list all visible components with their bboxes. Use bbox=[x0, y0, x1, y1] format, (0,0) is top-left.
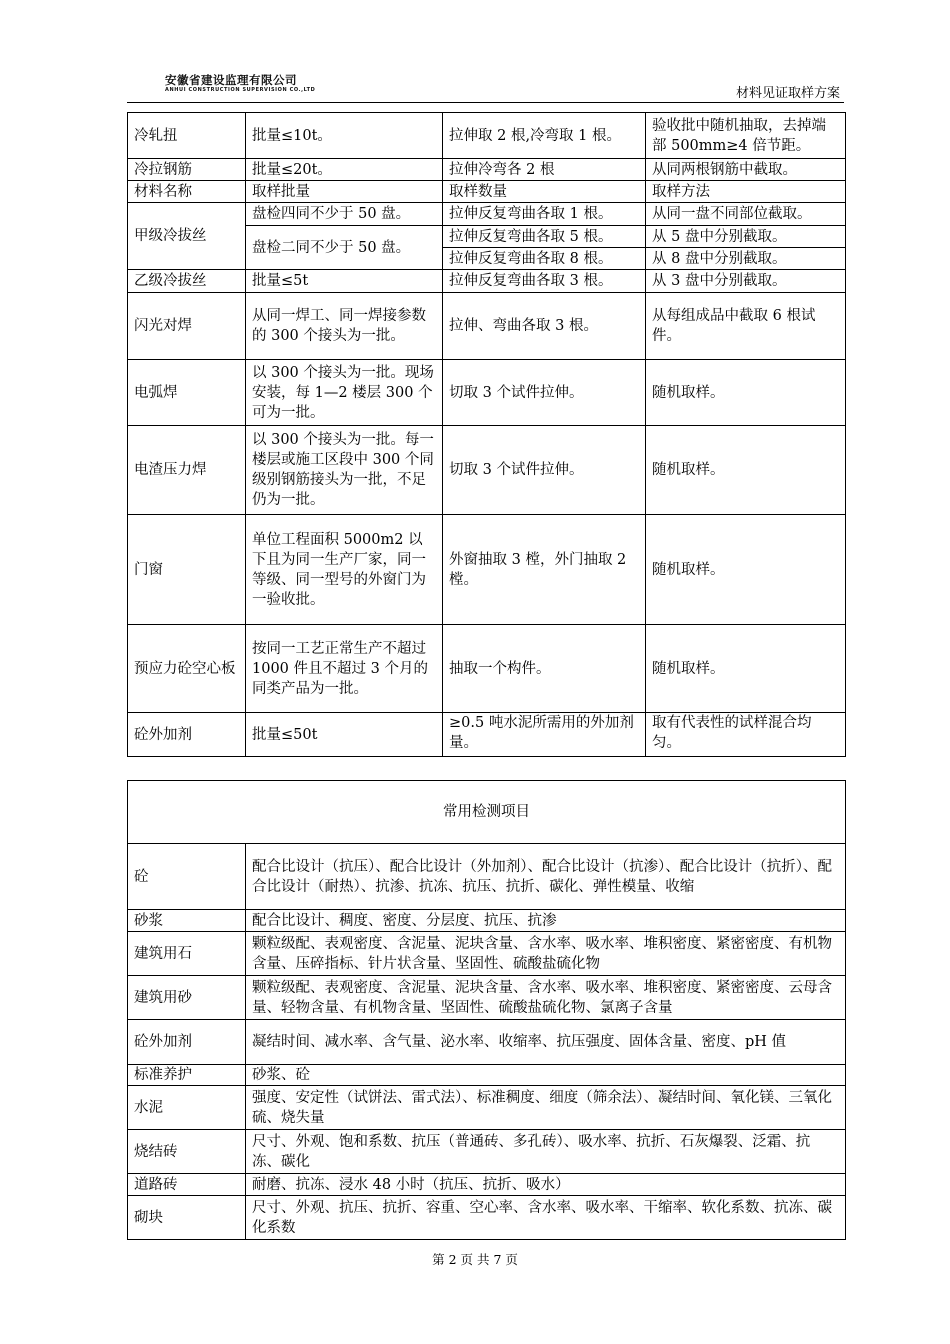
sample-quantity: 外窗抽取 3 樘，外门抽取 2 樘。 bbox=[443, 515, 646, 625]
material-name: 冷轧扭 bbox=[128, 113, 246, 159]
table-row bbox=[128, 1065, 846, 1086]
table-row bbox=[128, 360, 846, 426]
page-footer: 第 2 页 共 7 页 bbox=[432, 1252, 518, 1267]
sampling-method: 从 3 盘中分别截取。 bbox=[646, 270, 846, 293]
table-header-row bbox=[128, 181, 846, 203]
table-row bbox=[128, 910, 846, 932]
sample-quantity: 拉伸取 2 根,冷弯取 1 根。 bbox=[443, 113, 646, 159]
column-header: 取样方法 bbox=[646, 181, 846, 203]
testing-items-table bbox=[127, 780, 846, 1240]
material-name: 门窗 bbox=[128, 515, 246, 625]
sampling-table bbox=[127, 112, 846, 757]
batch-size: 批量≤10t。 bbox=[246, 113, 443, 159]
sample-quantity: 拉伸反复弯曲各取 1 根。 bbox=[443, 203, 646, 226]
material-name: 预应力砼空心板 bbox=[128, 625, 246, 713]
material-name: 烧结砖 bbox=[128, 1130, 246, 1174]
batch-size: 按同一工艺正常生产不超过 1000 件且不超过 3 个月的同类产品为一批。 bbox=[246, 625, 443, 713]
column-header: 取样批量 bbox=[246, 181, 443, 203]
sampling-method: 随机取样。 bbox=[646, 426, 846, 515]
batch-size: 批量≤5t bbox=[246, 270, 443, 293]
sample-quantity: 拉伸反复弯曲各取 3 根。 bbox=[443, 270, 646, 293]
material-name: 砼外加剂 bbox=[128, 1020, 246, 1065]
sample-quantity: 拉伸冷弯各 2 根 bbox=[443, 159, 646, 181]
table-row bbox=[128, 713, 846, 757]
material-name: 闪光对焊 bbox=[128, 293, 246, 360]
material-name: 水泥 bbox=[128, 1086, 246, 1130]
table-row bbox=[128, 515, 846, 625]
sample-quantity: 切取 3 个试件拉伸。 bbox=[443, 426, 646, 515]
company-logo-en: ANHUI CONSTRUCTION SUPERVISION CO.,LTD bbox=[165, 87, 316, 93]
batch-size: 批量≤50t bbox=[246, 713, 443, 757]
material-name: 冷拉钢筋 bbox=[128, 159, 246, 181]
table-row bbox=[128, 932, 846, 976]
table-caption-row bbox=[128, 781, 846, 844]
sample-quantity: 切取 3 个试件拉伸。 bbox=[443, 360, 646, 426]
table-row bbox=[128, 1086, 846, 1130]
material-name: 砂浆 bbox=[128, 910, 246, 932]
column-header: 材料名称 bbox=[128, 181, 246, 203]
page-header bbox=[127, 64, 844, 103]
sampling-method: 随机取样。 bbox=[646, 515, 846, 625]
table-row bbox=[128, 159, 846, 181]
table-row bbox=[128, 1130, 846, 1174]
test-items: 强度、安定性（试饼法、雷式法）、标准稠度、细度（筛余法）、凝结时间、氧化镁、三氧化硫、烧失量 bbox=[246, 1086, 846, 1130]
sample-quantity: 拉伸反复弯曲各取 8 根。 bbox=[443, 248, 646, 270]
sample-quantity: 拉伸反复弯曲各取 5 根。 bbox=[443, 226, 646, 248]
batch-size: 单位工程面积 5000m2 以下且为同一生产厂家，同一等级、同一型号的外窗门为一验收批。 bbox=[246, 515, 443, 625]
company-logo-cn: 安徽省建设监理有限公司 bbox=[165, 73, 297, 87]
test-items: 配合比设计、稠度、密度、分层度、抗压、抗渗 bbox=[246, 910, 846, 932]
sampling-method: 随机取样。 bbox=[646, 360, 846, 426]
table-row bbox=[128, 293, 846, 360]
material-name: 建筑用石 bbox=[128, 932, 246, 976]
test-items: 凝结时间、减水率、含气量、泌水率、收缩率、抗压强度、固体含量、密度、pH 值 bbox=[246, 1020, 846, 1065]
table-row bbox=[128, 270, 846, 293]
sampling-method: 从 8 盘中分别截取。 bbox=[646, 248, 846, 270]
batch-size: 盘检二同不少于 50 盘。 bbox=[246, 226, 443, 270]
batch-size: 以 300 个接头为一批。每一楼层或施工区段中 300 个同级别钢筋接头为一批，不足仍为一批。 bbox=[246, 426, 443, 515]
batch-size: 从同一焊工、同一焊接参数的 300 个接头为一批。 bbox=[246, 293, 443, 360]
material-name: 砌块 bbox=[128, 1196, 246, 1240]
table-caption: 常用检测项目 bbox=[128, 781, 846, 844]
column-header: 取样数量 bbox=[443, 181, 646, 203]
sampling-method: 验收批中随机抽取，去掉端部 500mm≥4 倍节距。 bbox=[646, 113, 846, 159]
document-title: 材料见证取样方案 bbox=[735, 86, 840, 101]
table-row bbox=[128, 1020, 846, 1065]
sampling-method: 从同两根钢筋中截取。 bbox=[646, 159, 846, 181]
table-row bbox=[128, 976, 846, 1020]
sampling-method: 从 5 盘中分别截取。 bbox=[646, 226, 846, 248]
material-name: 甲级冷拔丝 bbox=[128, 203, 246, 270]
sample-quantity: 拉伸、弯曲各取 3 根。 bbox=[443, 293, 646, 360]
test-items: 尺寸、外观、饱和系数、抗压（普通砖、多孔砖）、吸水率、抗折、石灰爆裂、泛霜、抗冻、碳化 bbox=[246, 1130, 846, 1174]
material-name: 建筑用砂 bbox=[128, 976, 246, 1020]
test-items: 颗粒级配、表观密度、含泥量、泥块含量、含水率、吸水率、堆积密度、紧密密度、有机物含量、压碎指标、针片状含量、坚固性、硫酸盐硫化物 bbox=[246, 932, 846, 976]
table-row bbox=[128, 844, 846, 910]
table-row bbox=[128, 203, 846, 226]
test-items: 颗粒级配、表观密度、含泥量、泥块含量、含水率、吸水率、堆积密度、紧密密度、云母含量、轻物含量、有机物含量、坚固性、硫酸盐硫化物、氯离子含量 bbox=[246, 976, 846, 1020]
sample-quantity: 抽取一个构件。 bbox=[443, 625, 646, 713]
table-row bbox=[128, 1196, 846, 1240]
test-items: 耐磨、抗冻、浸水 48 小时（抗压、抗折、吸水） bbox=[246, 1174, 846, 1196]
material-name: 砼外加剂 bbox=[128, 713, 246, 757]
table-row bbox=[128, 113, 846, 159]
batch-size: 批量≤20t。 bbox=[246, 159, 443, 181]
material-name: 砼 bbox=[128, 844, 246, 910]
test-items: 砂浆、砼 bbox=[246, 1065, 846, 1086]
material-name: 乙级冷拔丝 bbox=[128, 270, 246, 293]
sampling-method: 从同一盘不同部位截取。 bbox=[646, 203, 846, 226]
test-items: 配合比设计（抗压）、配合比设计（外加剂）、配合比设计（抗渗）、配合比设计（抗折）、配合比设计（耐热）、抗渗、抗冻、抗压、抗折、碳化、弹性模量、收缩 bbox=[246, 844, 846, 910]
sample-quantity: ≥0.5 吨水泥所需用的外加剂量。 bbox=[443, 713, 646, 757]
sampling-method: 随机取样。 bbox=[646, 625, 846, 713]
material-name: 标准养护 bbox=[128, 1065, 246, 1086]
sampling-method: 从每组成品中截取 6 根试件。 bbox=[646, 293, 846, 360]
table-row bbox=[128, 1174, 846, 1196]
table-row bbox=[128, 426, 846, 515]
batch-size: 以 300 个接头为一批。现场安装，每 1—2 楼层 300 个可为一批。 bbox=[246, 360, 443, 426]
batch-size: 盘检四同不少于 50 盘。 bbox=[246, 203, 443, 226]
material-name: 电弧焊 bbox=[128, 360, 246, 426]
table-row bbox=[128, 625, 846, 713]
test-items: 尺寸、外观、抗压、抗折、容重、空心率、含水率、吸水率、干缩率、软化系数、抗冻、碳化系数 bbox=[246, 1196, 846, 1240]
material-name: 电渣压力焊 bbox=[128, 426, 246, 515]
sampling-method: 取有代表性的试样混合均匀。 bbox=[646, 713, 846, 757]
material-name: 道路砖 bbox=[128, 1174, 246, 1196]
